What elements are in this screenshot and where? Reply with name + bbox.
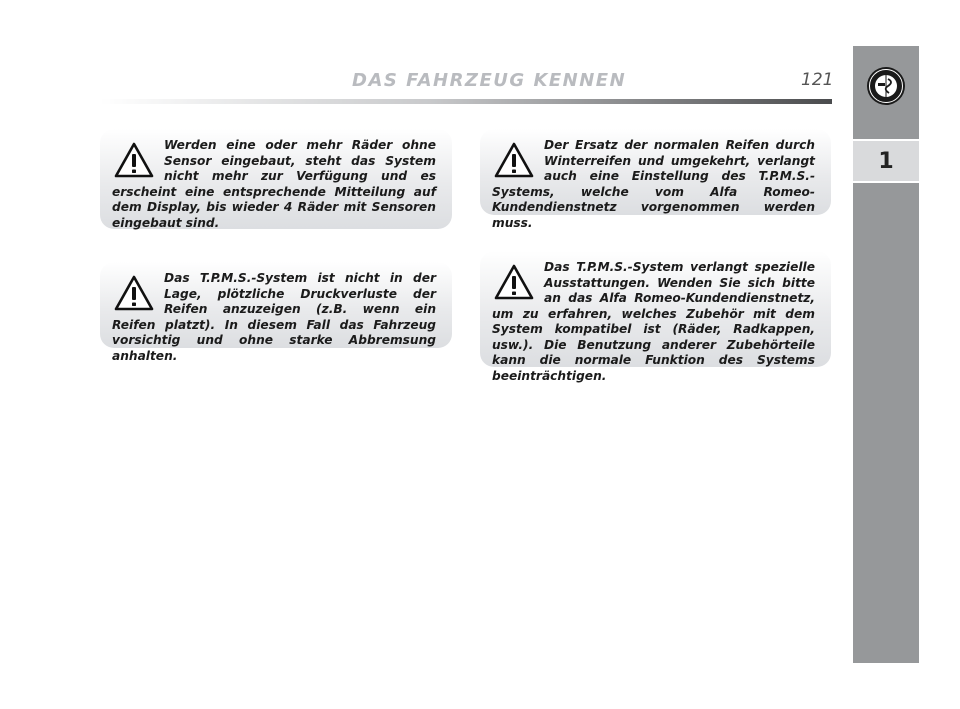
warning-text: Das T.P.M.S.-System verlangt spezielle Ausstattungen. Wenden Sie sich bitte an das Alfa Romeo-Kundendienstnetz, um zu erfahren, welches Zubehör mit dem System kompatibel ist (Räder, Radkappen, usw.). Die Benutzung anderer Zubehörteile kann die normale Funktion des Systems beeinträchtigen. [492, 260, 815, 383]
page-header-title: DAS FAHRZEUG KENNEN [352, 70, 627, 91]
warning-box-winter-tyres [480, 129, 831, 230]
warning-triangle-icon [494, 264, 534, 300]
chapter-tab[interactable]: 1 [853, 139, 919, 183]
warning-text: Der Ersatz der normalen Reifen durch Winterreifen und umgekehrt, verlangt auch eine Einstellung des T.P.M.S.-Systems, welche vom Alfa Romeo-Kundendienstnetz vorgenommen werden muss. [492, 138, 815, 230]
warning-text: Werden eine oder mehr Räder ohne Sensor eingebaut, steht das System nicht mehr zur Verfügung und es erscheint eine entsprechende Mitteilung auf dem Display, bis wieder 4 Räder mit Sensoren eingebaut sind. [112, 138, 436, 230]
warning-triangle-icon [114, 275, 154, 311]
warning-triangle-icon [494, 142, 534, 178]
chapter-sidebar [853, 46, 919, 663]
alfa-romeo-logo-icon [866, 66, 906, 106]
warning-box-accessories [480, 251, 831, 383]
header-rule [100, 99, 832, 104]
page-number: 121 [801, 70, 834, 90]
warning-box-sensor [100, 129, 452, 229]
warning-box-pressure-loss [100, 262, 452, 363]
warning-triangle-icon [114, 142, 154, 178]
warning-text: Das T.P.M.S.-System ist nicht in der Lage, plötzliche Druckverluste der Reifen anzuzeigen (z.B. wenn ein Reifen platzt). In diesem Fall das Fahrzeug vorsichtig und ohne starke Abbremsung anhalten. [112, 271, 436, 363]
